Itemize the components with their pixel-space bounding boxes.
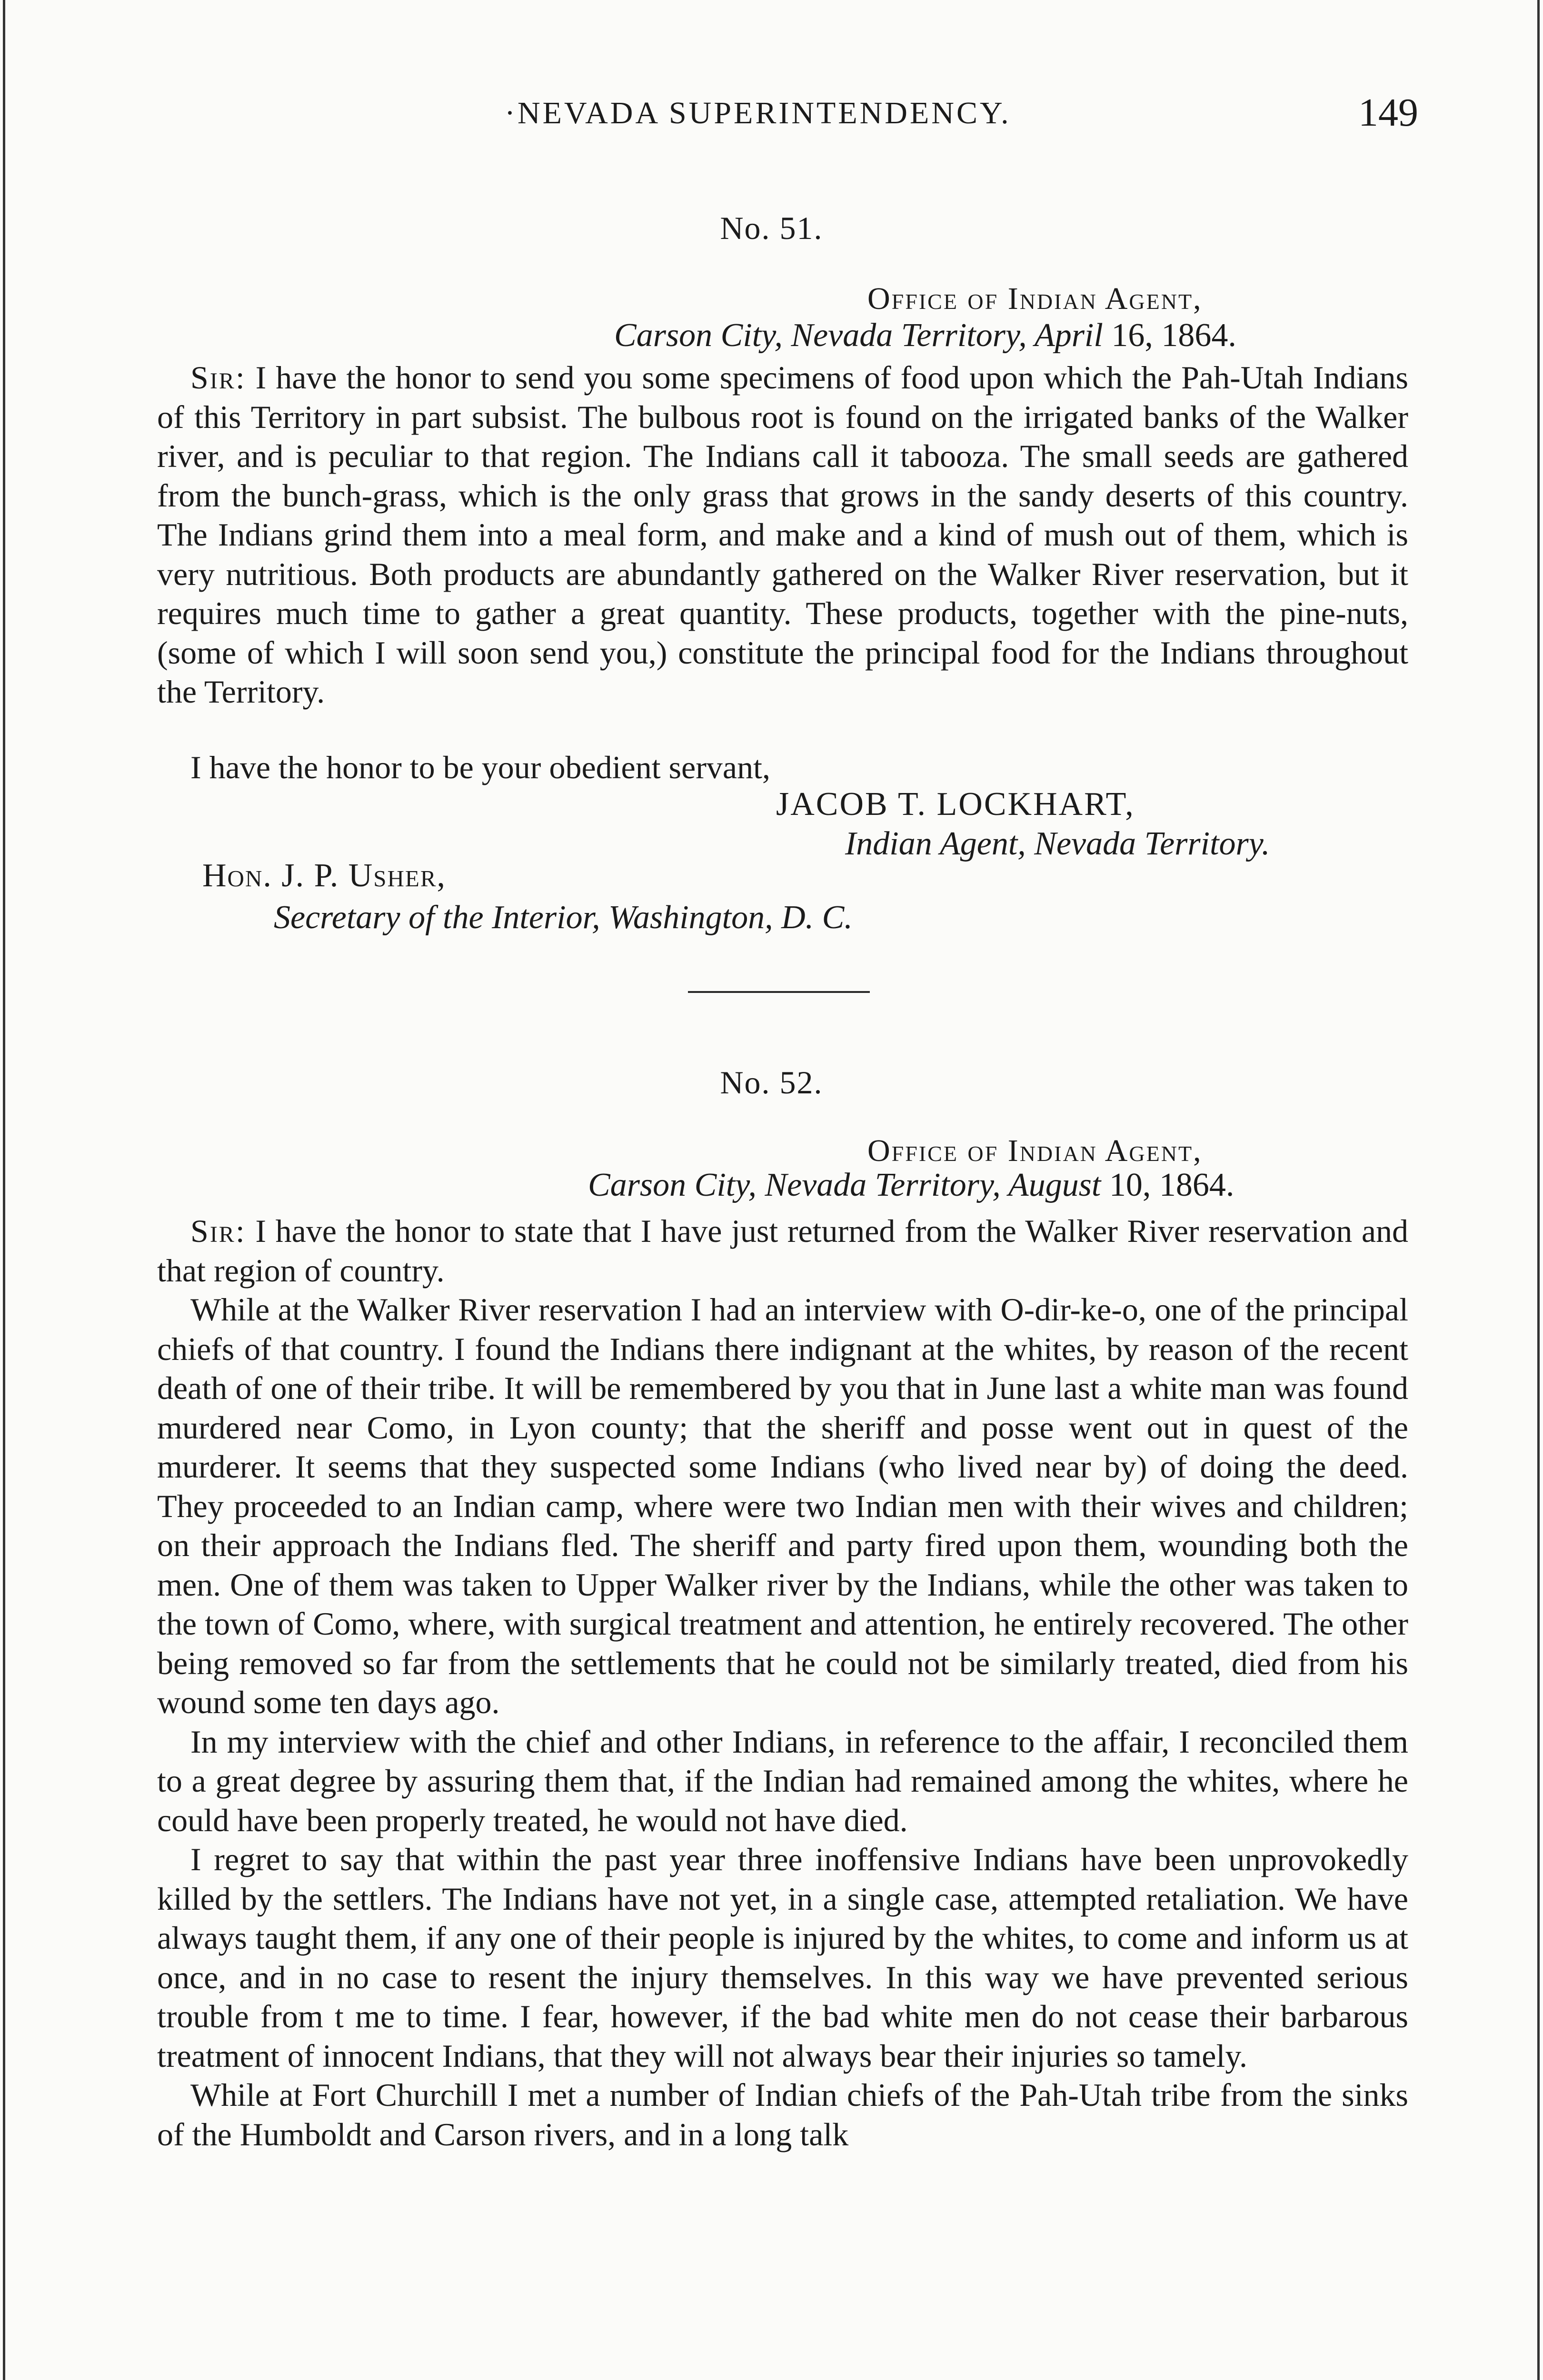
letter-52-paragraph: In my interview with the chief and other Indians, in reference to the affair, I reconciled them to a great degree by assuring them that, if the Indian had remained among the whites, where he could have been properly treated, he would not have died. [157, 1723, 1408, 1838]
letter-51-addressee-title: Secretary of the Interior, Washington, D. C. [274, 899, 853, 936]
letter-52-paragraph: While at the Walker River reservation I had an interview with O-dir-ke-o, one of the principal chiefs of that country. I found the Indians there indignant at the whites, by reason of the recent death of one of their tribe. It will be remembered by you that in June last a white man was found murdered near Como, in Lyon county; that the sheriff and posse went out in quest of the murderer. It seems that they suspected some Indians (who lived near by) of doing the deed. They proceeded to an Indian camp, where were two Indian men with their wives and children; on their approach the Indians fled. The sheriff and party fired upon them, wounding both the men. One of them was taken to Upper Walker river by the Indians, while the other was taken to the town of Como, where, with surgical treatment and attention, he entirely recovered. The other being removed so far from the settlements that he could not be similarly treated, died from his wound some ten days ago. [157, 1291, 1408, 1720]
letter-51-closing: I have the honor to be your obedient servant, [190, 749, 770, 785]
letter-52-office: Office of Indian Agent, [867, 1133, 1203, 1168]
letter-52-paragraph: I regret to say that within the past year three inoffensive Indians have been unprovokedly killed by the settlers. The Indians have not yet, in a single case, attempted retaliation. We have always taught them, if any one of their people is injured by the whites, to come and inform us at once, and in no case to resent the injury themselves. In this way we have prevented serious trouble from t me to time. I fear, however, if the bad white men do not cease their barbarous treatment of innocent Indians, that they will not always bear their injuries so tamely. [157, 1841, 1408, 2074]
letter-52-first-paragraph-text: I have the honor to state that I have just returned from the Walker River reservation and that region of country. [157, 1213, 1409, 1289]
letter-51-place-date [614, 319, 1236, 352]
letter-52-date-number: 10, 1864. [1109, 1167, 1234, 1203]
letter-51-office: Office of Indian Agent, [867, 281, 1203, 316]
letter-51-addressee-name: Hon. J. P. Usher, [202, 857, 447, 894]
letter-52-paragraph: While at Fort Churchill I met a number of Indian chiefs of the Pah-Utah tribe from the sinks of the Humboldt and Carson rivers, and in a long talk [157, 2077, 1408, 2152]
letter-52-place: Carson City, Nevada Territory, August [588, 1167, 1101, 1203]
letter-52-first-paragraph [157, 1211, 1408, 1290]
letter-51-addressee [202, 859, 446, 892]
letter-51-signature-title: Indian Agent, Nevada Territory. [845, 825, 1270, 862]
letter-51-number: No. 51. [720, 210, 823, 246]
letter-51-signature: JACOB T. LOCKHART, [776, 786, 1135, 823]
letter-52-salutation: Sir: [190, 1213, 246, 1249]
running-head: ·NEVADA SUPERINTENDENCY. [505, 96, 1011, 130]
letter-51-date-number: 16, 1864. [1111, 317, 1236, 354]
letter-52-number: No. 52. [720, 1064, 823, 1101]
letter-51-salutation: Sir: [190, 359, 246, 396]
section-divider-rule [688, 991, 870, 993]
letter-52-place-date [588, 1169, 1234, 1202]
letter-51-paragraph [157, 358, 1408, 712]
page-number: 149 [1358, 90, 1418, 135]
letter-51-paragraph-text: I have the honor to send you some specimens of food upon which the Pah-Utah Indians of this Territory in part subsist. The bulbous root is found on the irrigated banks of the Walker river, and is peculiar to that region. The Indians call it tabooza. The small seeds are gathered from the bunch-grass, which is the only grass that grows in the sandy deserts of this country. The Indians grind them into a meal form, and make and a kind of mush out of them, which is very nutritious. Both products are abundantly gathered on the Walker River reservation, but it requires much time to gather a great quantity. These products, together with the pine-nuts, (some of which I will soon send you,) constitute the principal food for the Indians throughout the Territory. [157, 359, 1409, 710]
letter-51-place: Carson City, Nevada Territory, April [614, 317, 1103, 354]
letter-52-body [157, 1211, 1408, 2154]
letter-51-body [157, 358, 1408, 712]
